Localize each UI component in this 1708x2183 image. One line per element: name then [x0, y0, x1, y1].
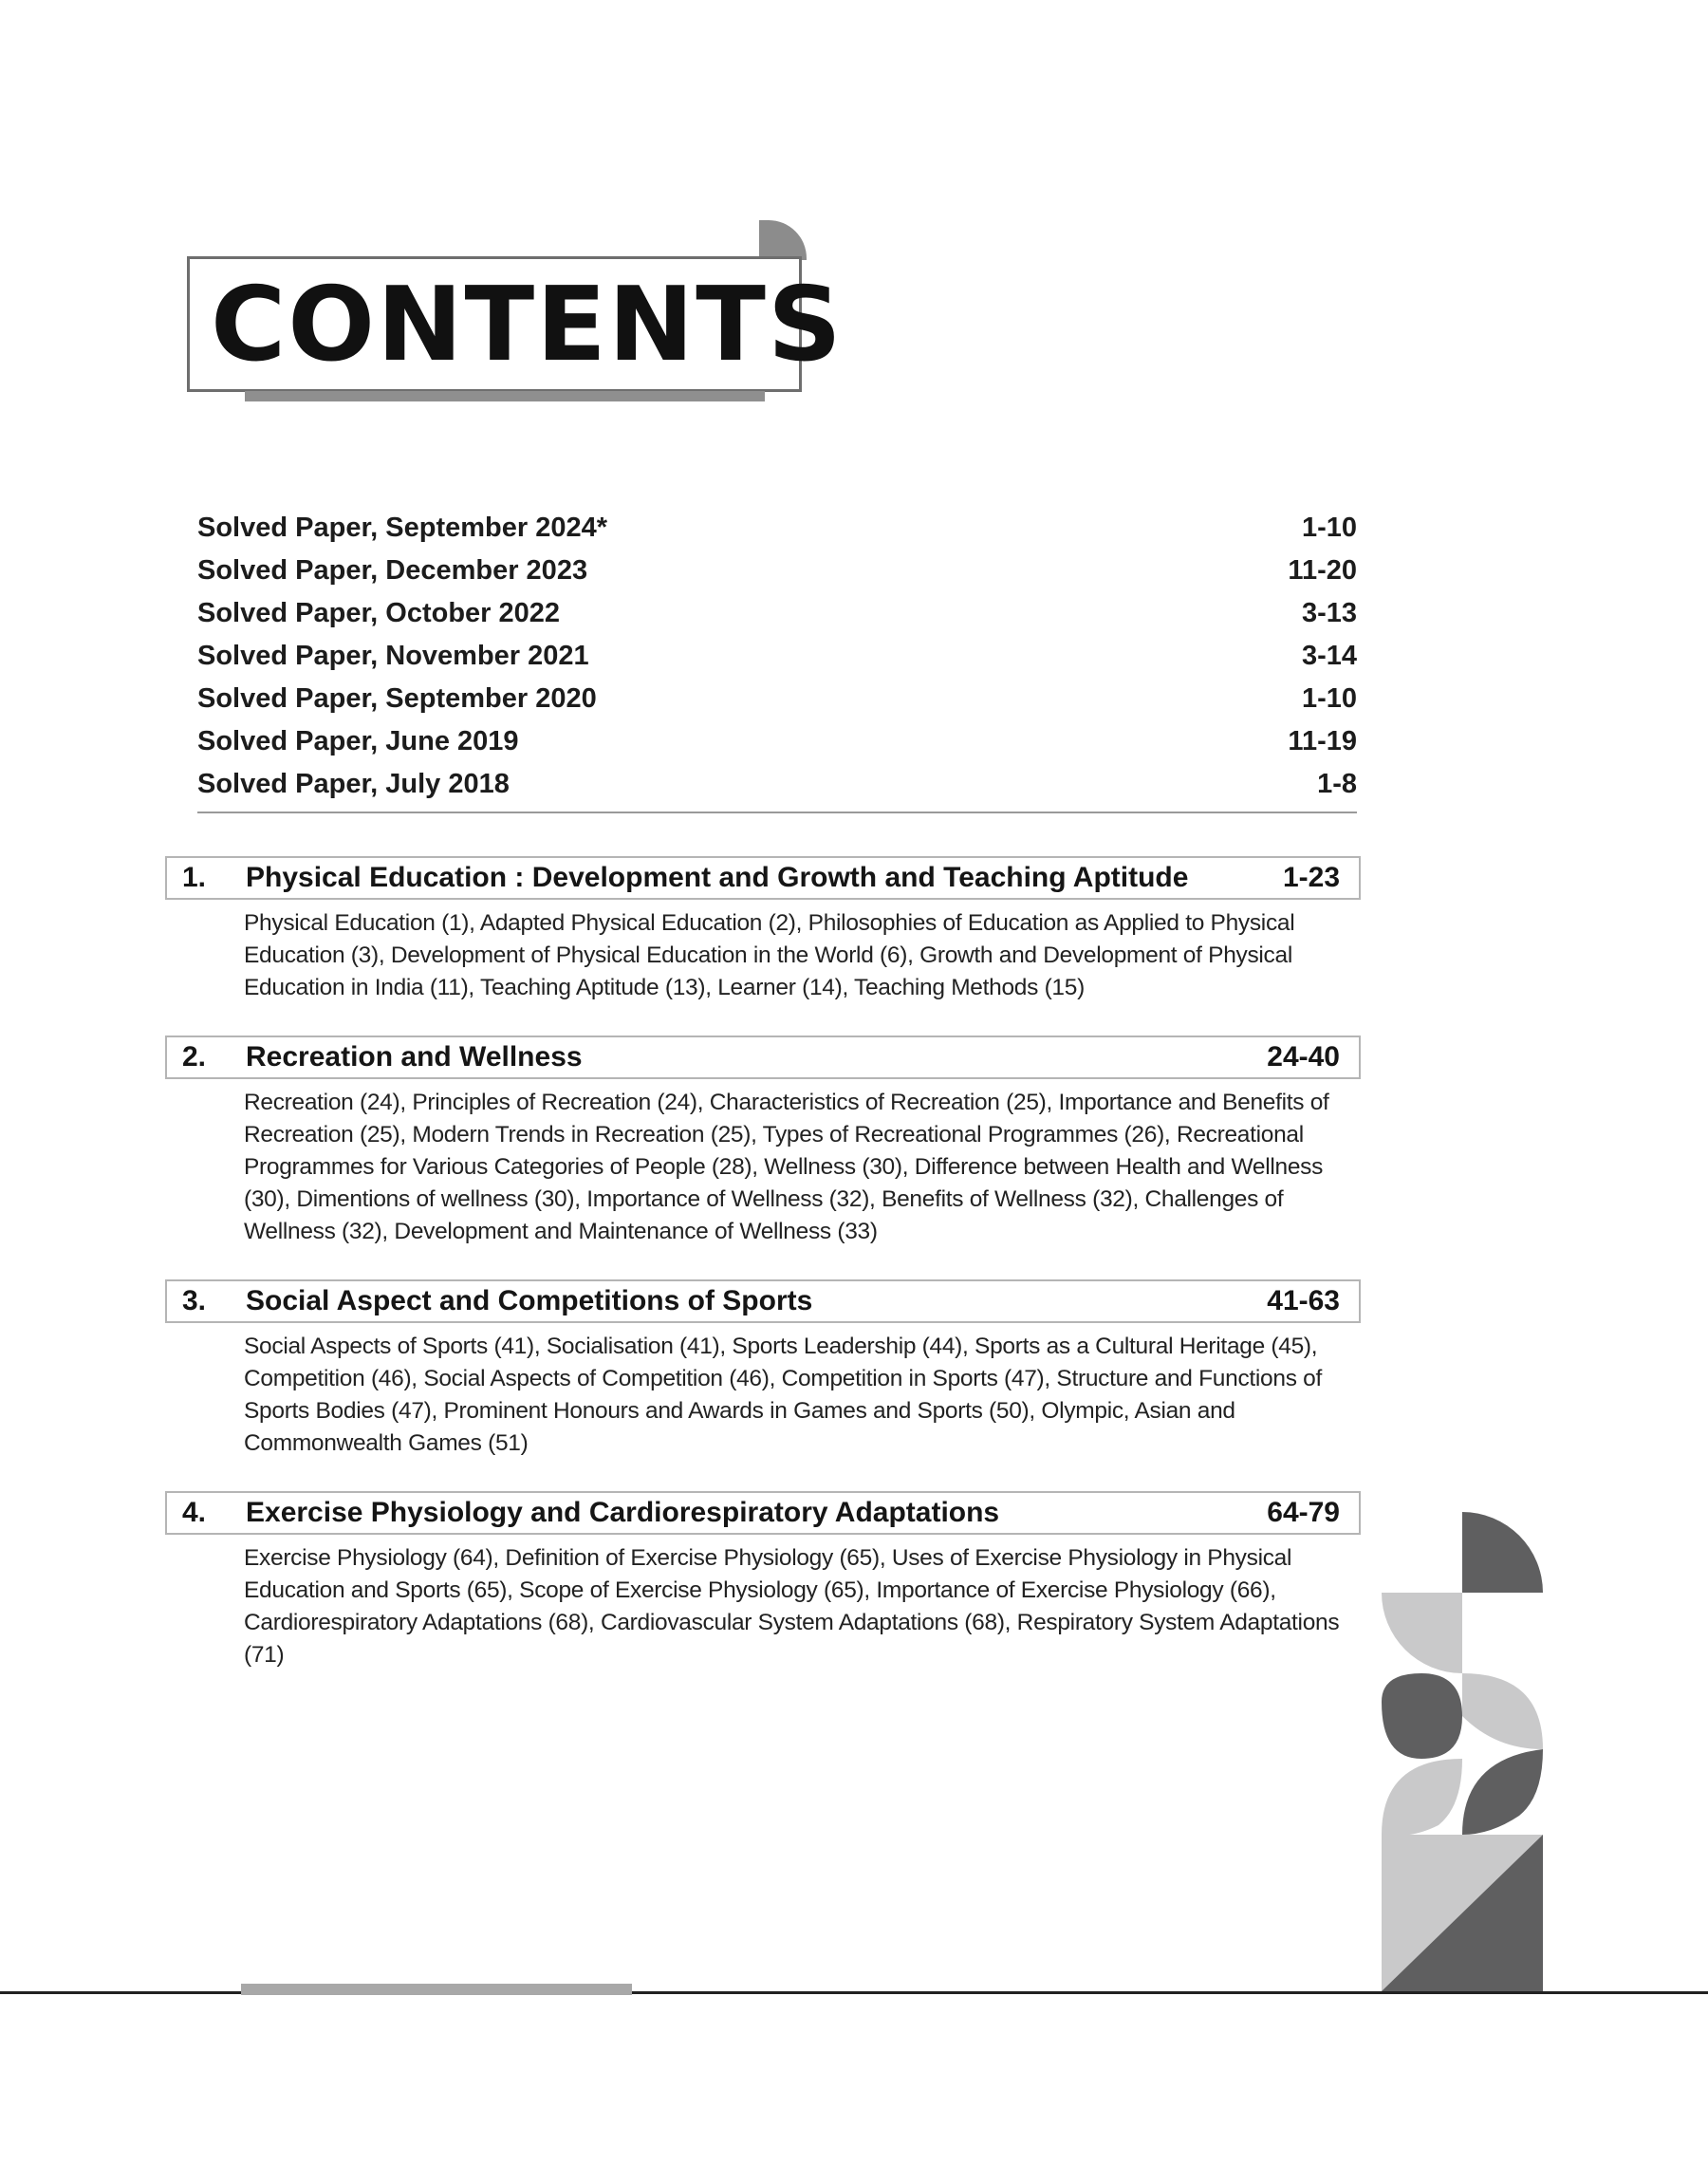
- solved-paper-pages: 3-14: [1301, 641, 1357, 671]
- chapter-entry: [165, 1491, 1361, 1671]
- chapter-entry: [165, 1036, 1361, 1248]
- solved-paper-pages: 1-10: [1301, 683, 1357, 714]
- chapter-topics: Physical Education (1), Adapted Physical Education (2), Philosophies of Education as Applied to Physical Education (3), Development of Physical Education in the World (6), Growth and Development of Physical Education in India (11), Teaching Aptitude (13), Learner (14), Teaching Methods (15): [244, 910, 1295, 1000]
- solved-paper-pages: 1-8: [1317, 769, 1357, 799]
- chapter-heading[interactable]: [165, 1036, 1361, 1079]
- chapter-heading[interactable]: [165, 856, 1361, 900]
- title-underbar: [245, 391, 765, 401]
- chapter-topics: Exercise Physiology (64), Definition of Exercise Physiology (65), Uses of Exercise Physiology in Physical Education and Sports (65), Scope of Exercise Physiology (65), Importance of Exercise Physiology (66), Cardiorespiratory Adaptations (68), Cardiovascular System Adaptations (68), Respiratory System Adaptations (71): [244, 1545, 1340, 1668]
- light-leaf-shape: [1462, 1673, 1543, 1749]
- chapter-entry: [165, 856, 1361, 1004]
- section-divider: [197, 812, 1357, 813]
- chapter-topics: Recreation (24), Principles of Recreation (24), Characteristics of Recreation (25), Importance and Benefits of Recreation (25), Modern Trends in Recreation (25), Types of Recreational Programmes (26), Recreational Programmes for Various Categories of People (28), Wellness (30), Difference between Health and Wellness (30), Dimentions of wellness (30), Importance of Wellness (32), Benefits of Wellness (32), Challenges of Wellness (32), Development and Maintenance of Wellness (33): [244, 1090, 1329, 1244]
- chapter-number: 3.: [182, 1285, 207, 1316]
- chapter-number: 1.: [182, 862, 207, 893]
- page-title: CONTENTS: [211, 266, 844, 384]
- solved-paper-label: Solved Paper, October 2022: [197, 598, 561, 628]
- title-banner-curl: [759, 220, 807, 260]
- chapter-topics: Social Aspects of Sports (41), Socialisation (41), Sports Leadership (44), Sports as a Cultural Heritage (45), Competition (46), Social Aspects of Competition (46), Competition in Sports (47), Structure and Functions of Sports Bodies (47), Prominent Honours and Awards in Games and Sports (50), Olympic, Asian and Commonwealth Games (51): [244, 1334, 1322, 1456]
- solved-paper-pages: 11-19: [1288, 726, 1357, 756]
- chapter-pages: 24-40: [1267, 1041, 1340, 1073]
- solved-paper-label: Solved Paper, July 2018: [197, 769, 510, 799]
- chapter-number: 4.: [182, 1497, 207, 1528]
- chapter-pages: 1-23: [1282, 862, 1340, 893]
- dark-leaf-shape: [1462, 1749, 1543, 1835]
- solved-paper-row[interactable]: [197, 720, 1357, 763]
- solved-paper-label: Solved Paper, September 2020: [197, 683, 597, 714]
- solved-paper-row[interactable]: [197, 592, 1357, 635]
- solved-paper-row[interactable]: [197, 550, 1357, 592]
- solved-paper-label: Solved Paper, June 2019: [197, 726, 519, 756]
- chapter-title: Exercise Physiology and Cardiorespiratory Adaptations: [246, 1497, 1000, 1528]
- solved-paper-pages: 1-10: [1301, 513, 1357, 543]
- solved-paper-label: Solved Paper, November 2021: [197, 641, 589, 671]
- solved-paper-row[interactable]: [197, 635, 1357, 678]
- solved-paper-pages: 3-13: [1301, 598, 1357, 628]
- chapter-number: 2.: [182, 1041, 207, 1073]
- chapter-pages: 64-79: [1267, 1497, 1340, 1528]
- solved-paper-label: Solved Paper, September 2024*: [197, 513, 607, 543]
- light-leaf-shape: [1382, 1759, 1462, 1836]
- chapter-heading[interactable]: [165, 1279, 1361, 1323]
- solved-paper-pages: 11-20: [1288, 555, 1357, 586]
- chapter-entry: [165, 1279, 1361, 1460]
- chapter-title: Social Aspect and Competitions of Sports: [246, 1285, 813, 1316]
- solved-papers-list: [197, 507, 1357, 813]
- quarter-circle-shape: [1462, 1512, 1543, 1593]
- solved-paper-row[interactable]: [197, 763, 1357, 806]
- chapter-pages: 41-63: [1267, 1285, 1340, 1316]
- dark-leaf-shape: [1382, 1673, 1462, 1759]
- chapter-title: Physical Education : Development and Growth and Teaching Aptitude: [246, 862, 1189, 893]
- chapter-title: Recreation and Wellness: [246, 1041, 583, 1073]
- solved-paper-row[interactable]: [197, 678, 1357, 720]
- decorative-leaf-graphic: [1382, 1512, 1543, 1991]
- chapter-heading[interactable]: [165, 1491, 1361, 1535]
- light-quarter-shape: [1382, 1593, 1462, 1673]
- solved-paper-row[interactable]: [197, 507, 1357, 550]
- footer-accent-bar: [241, 1984, 632, 1995]
- solved-paper-label: Solved Paper, December 2023: [197, 555, 588, 586]
- chapter-list: [165, 856, 1361, 1703]
